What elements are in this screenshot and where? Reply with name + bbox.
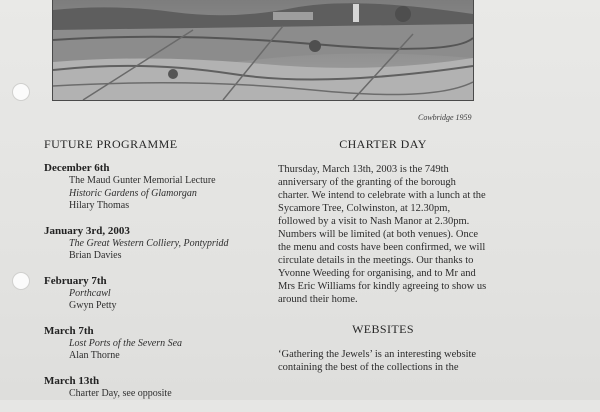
websites-heading: WEBSITES xyxy=(352,322,414,336)
event-speaker: Gwyn Petty xyxy=(69,300,117,311)
event-date: March 13th xyxy=(44,374,100,387)
event-date: March 7th xyxy=(44,324,94,337)
photo-caption: Cowbridge 1959 xyxy=(418,113,472,122)
event-date: January 3rd, 2003 xyxy=(44,224,130,237)
right-column xyxy=(278,130,488,374)
programme-event xyxy=(44,275,256,313)
future-programme-column xyxy=(44,130,256,412)
event-speaker: Hilary Thomas xyxy=(69,200,130,211)
websites-body: ‘Gathering the Jewels’ is an interesting website containing the best of the collections in the xyxy=(278,349,477,373)
punch-hole-bottom xyxy=(12,272,30,290)
programme-event xyxy=(44,162,256,213)
event-subtitle: Lost Ports of the Severn Sea xyxy=(69,337,183,349)
event-subtitle: The Great Western Colliery, Pontypridd xyxy=(69,237,229,249)
landscape-photo xyxy=(52,0,474,101)
charter-day-body: Thursday, March 13th, 2003 is the 749th anniversary of the granting of the borough charter. We intend to celebrate with a lunch at the Sycamore Tree, Colwinston, at 12.30pm, followed by a visit to Nash Manor at 2.30pm. Numbers will be limited (at both venues). Once the menu and costs have been confirmed, we will circulate details in the meetings. Our thanks to Yvonne Weeding for organising, and to Mr and Mrs Eric Williams for kindly agreeing to show us around their home. xyxy=(278,164,487,305)
programme-event xyxy=(44,325,256,363)
programme-list xyxy=(44,162,256,400)
programme-event xyxy=(44,225,256,263)
charter-day-heading: CHARTER DAY xyxy=(339,137,427,151)
event-subtitle: Porthcawl xyxy=(69,287,111,299)
event-title: Charter Day, see opposite xyxy=(69,387,172,399)
future-programme-heading: FUTURE PROGRAMME xyxy=(44,137,178,151)
event-subtitle: Historic Gardens of Glamorgan xyxy=(69,187,197,199)
event-speaker: Brian Davies xyxy=(69,250,122,261)
event-title: The Maud Gunter Memorial Lecture xyxy=(69,175,216,186)
event-date: December 6th xyxy=(44,162,110,174)
punch-hole-top xyxy=(12,83,30,101)
event-speaker: Alan Thorne xyxy=(69,350,120,361)
landscape-photo-image xyxy=(53,0,473,100)
programme-event xyxy=(44,375,256,401)
event-date: February 7th xyxy=(44,274,107,287)
